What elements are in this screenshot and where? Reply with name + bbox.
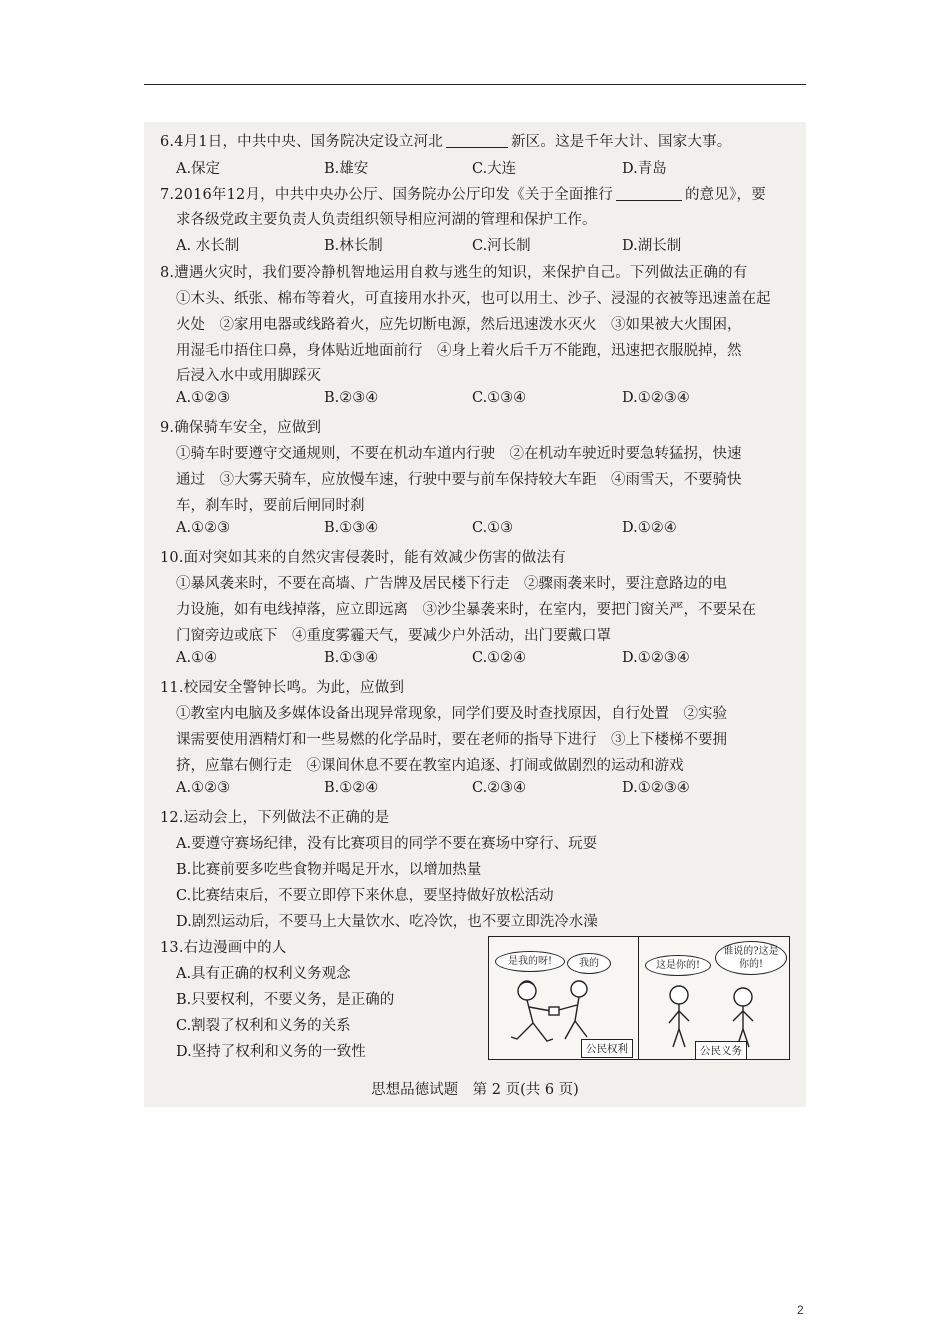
question-6-option-a: A.保定 — [176, 161, 221, 177]
question-7-option-b: B.林长制 — [324, 238, 383, 254]
question-6-option-d: D.青岛 — [622, 161, 667, 177]
question-10-line-4: 门窗旁边或底下 ④重度雾霾天气，要减少户外活动，出门要戴口罩 — [176, 628, 611, 644]
question-7-option-a: A. 水长制 — [176, 238, 240, 254]
question-10-option-c: C.①②④ — [472, 650, 527, 666]
question-13-stem: 13.右边漫画中的人 — [160, 940, 287, 956]
question-11-line-4: 挤，应靠右侧行走 ④课间休息不要在教室内追逐、打闹或做剧烈的运动和游戏 — [176, 758, 684, 774]
page-footer: 思想品德试题 第 2 页(共 6 页) — [371, 1082, 579, 1098]
question-9-option-a: A.①②③ — [176, 520, 231, 536]
speech-bubble: 是我的呀! — [495, 951, 565, 972]
question-8-option-b: B.②③④ — [324, 390, 379, 406]
question-11-option-a: A.①②③ — [176, 780, 231, 796]
question-10-option-a: A.①④ — [176, 650, 218, 666]
question-9-option-b: B.①③④ — [324, 520, 379, 536]
question-9-line-3: 通过 ③大雾天骑车，应放慢车速，行驶中要与前车保持较大车距 ④雨雪天，不要骑快 — [176, 472, 742, 488]
cartoon-panel-divider — [638, 937, 639, 1059]
question-8-line-2: ①木头、纸张、棉布等着火，可直接用水扑灭，也可以用土、沙子、浸湿的衣被等迅速盖在起 — [176, 291, 771, 307]
speech-bubble: 这是你的! — [645, 955, 711, 976]
caption-citizen-rights: 公民权利 — [581, 1039, 633, 1058]
answer-blank — [616, 186, 682, 201]
question-11-line-3: 课需要使用酒精灯和一些易燃的化学品时，要在老师的指导下进行 ③上下楼梯不要拥 — [176, 732, 727, 748]
question-11-option-d: D.①②③④ — [622, 780, 690, 796]
question-6-option-b: B.雄安 — [324, 161, 369, 177]
question-11-stem: 11.校园安全警钟长鸣。为此，应做到 — [160, 680, 405, 696]
question-7-option-c: C.河长制 — [472, 238, 531, 254]
question-9-option-c: C.①③ — [472, 520, 514, 536]
question-12-stem: 12.运动会上，下列做法不正确的是 — [160, 810, 390, 826]
top-rule — [144, 84, 806, 85]
question-7-option-d: D.湖长制 — [622, 238, 682, 254]
question-10-option-d: D.①②③④ — [622, 650, 690, 666]
question-13-option-c: C.割裂了权利和义务的关系 — [176, 1018, 351, 1034]
question-8-option-a: A.①②③ — [176, 390, 231, 406]
question-6-option-c: C.大连 — [472, 161, 517, 177]
question-8-option-c: C.①③④ — [472, 390, 527, 406]
question-7-line-2: 求各级党政主要负责人负责组织领导相应河湖的管理和保护工作。 — [176, 212, 597, 228]
question-11-line-2: ①教室内电脑及多媒体设备出现异常现象，同学们要及时查找原因，自行处置 ②实验 — [176, 706, 727, 722]
question-12-option-d: D.剧烈运动后，不要马上大量饮水、吃冷饮，也不要立即洗冷水澡 — [176, 914, 598, 930]
question-13-option-b: B.只要权利，不要义务，是正确的 — [176, 992, 395, 1008]
question-10-line-3: 力设施，如有电线掉落，应立即远离 ③沙尘暴袭来时，在室内，要把门窗关严，不要呆在 — [176, 602, 756, 618]
page-number: 2 — [797, 1303, 804, 1317]
question-9-line-4: 车，刹车时，要前后闸同时刹 — [176, 498, 365, 514]
question-9-stem: 9.确保骑车安全，应做到 — [160, 420, 322, 436]
question-11-option-b: B.①②④ — [324, 780, 379, 796]
question-12-option-b: B.比赛前要多吃些食物并喝足开水，以增加热量 — [176, 862, 482, 878]
question-12-option-c: C.比赛结束后，不要立即停下来休息，要坚持做好放松活动 — [176, 888, 554, 904]
question-10-line-2: ①暴风袭来时，不要在高墙、广告牌及居民楼下行走 ②骤雨袭来时，要注意路边的电 — [176, 576, 727, 592]
cartoon-figure — [488, 936, 790, 1060]
speech-bubble: 我的 — [567, 953, 611, 974]
answer-blank — [446, 133, 508, 148]
question-8-line-4: 用湿毛巾捂住口鼻，身体贴近地面前行 ④身上着火后千万不能跑，迅速把衣服脱掉，然 — [176, 343, 742, 359]
question-9-option-d: D.①②④ — [622, 520, 677, 536]
question-13-option-d: D.坚持了权利和义务的一致性 — [176, 1044, 366, 1060]
question-7-stem: 7.2016年12月，中共中央办公厅、国务院办公厅印发《关于全面推行 的意见》，要 — [160, 187, 766, 203]
question-9-line-2: ①骑车时要遵守交通规则，不要在机动车道内行驶 ②在机动车驶近时要急转猛拐，快速 — [176, 446, 742, 462]
question-8-stem: 8.遭遇火灾时，我们要冷静机智地运用自救与逃生的知识，来保护自己。下列做法正确的有 — [160, 265, 748, 281]
question-8-line-5: 后浸入水中或用脚踩灭 — [176, 368, 321, 384]
question-8-line-3: 火处 ②家用电器或线路着火，应先切断电源，然后迅速泼水灭火 ③如果被大火围困， — [176, 317, 742, 333]
question-6-stem: 6.4月1日，中共中央、国务院决定设立河北 新区。这是千年大计、国家大事。 — [160, 134, 732, 150]
caption-citizen-duties: 公民义务 — [695, 1041, 747, 1060]
question-12-option-a: A.要遵守赛场纪律，没有比赛项目的同学不要在赛场中穿行、玩耍 — [176, 836, 598, 852]
question-13-option-a: A.具有正确的权利义务观念 — [176, 966, 351, 982]
question-10-stem: 10.面对突如其来的自然灾害侵袭时，能有效减少伤害的做法有 — [160, 550, 566, 566]
question-8-option-d: D.①②③④ — [622, 390, 690, 406]
question-10-option-b: B.①③④ — [324, 650, 379, 666]
question-11-option-c: C.②③④ — [472, 780, 527, 796]
speech-bubble: 谁说的?这是你的! — [715, 941, 787, 975]
